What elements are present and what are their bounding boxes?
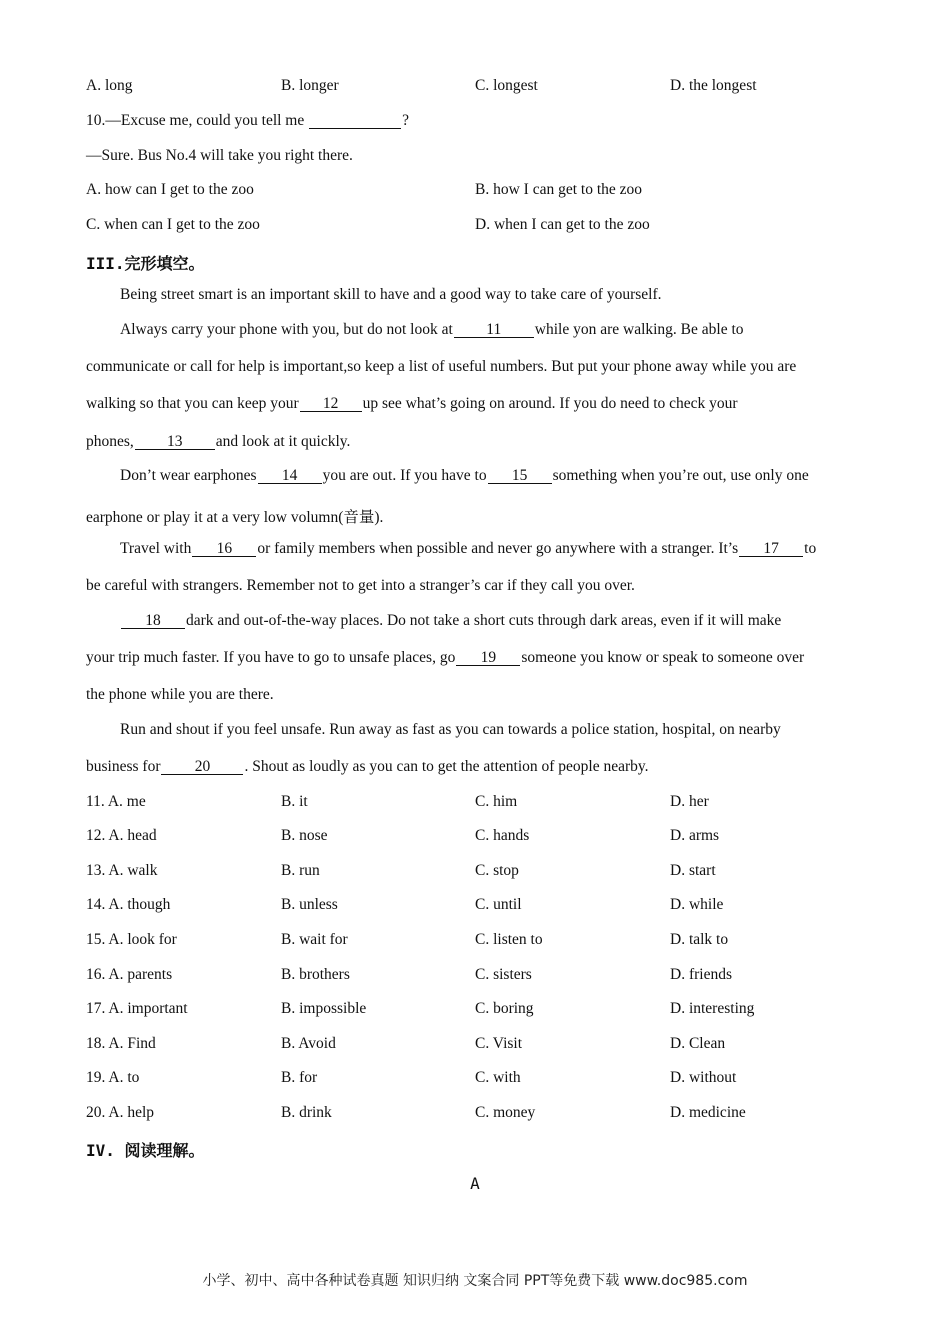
cloze-text: business for <box>86 758 161 775</box>
cloze-options-19 <box>0 1069 950 1091</box>
option-c: C. money <box>475 1104 536 1121</box>
cloze-text: to <box>804 540 817 557</box>
cloze-text: walking so that you can keep your <box>86 395 299 412</box>
cloze-options-18 <box>0 1035 950 1057</box>
option-d: D. without <box>670 1069 737 1086</box>
option-d: D. start <box>670 862 716 879</box>
cloze-options-17 <box>0 1000 950 1022</box>
option-a: 16. A. parents <box>86 966 173 983</box>
cloze-line <box>86 758 649 776</box>
option-c: C. sisters <box>475 966 532 983</box>
q10-options-row1 <box>0 181 950 203</box>
option-c: C. hands <box>475 827 530 844</box>
q10-stem-post: ? <box>402 112 410 129</box>
cloze-line <box>120 467 809 485</box>
q10-stem <box>86 112 409 130</box>
blank-15: 15 <box>488 468 552 484</box>
option-d: D. friends <box>670 966 732 983</box>
q9-options <box>0 77 950 99</box>
cloze-text: and look at it quickly. <box>215 433 351 450</box>
option-b: B. brothers <box>281 966 350 983</box>
cloze-options-20 <box>0 1104 950 1126</box>
q10-stem-pre: 10.—Excuse me, could you tell me <box>86 112 309 129</box>
option-a: 14. A. though <box>86 896 171 913</box>
cloze-text: you are out. If you have to <box>322 467 487 484</box>
section-3-title: III.完形填空。 <box>86 254 205 273</box>
option-b: B. run <box>281 862 320 879</box>
option-c: C. him <box>475 793 518 810</box>
blank-19: 19 <box>456 650 520 666</box>
option-a: 18. A. Find <box>86 1035 156 1052</box>
option-a: 12. A. head <box>86 827 157 844</box>
cloze-text: up see what’s going on around. If you do need to check your <box>362 395 738 412</box>
blank-14: 14 <box>258 468 322 484</box>
cloze-line: earphone or play it at a very low volumn(音量). <box>86 509 384 526</box>
blank-12: 12 <box>300 396 362 412</box>
option-d: D. Clean <box>670 1035 726 1052</box>
cloze-options-16 <box>0 966 950 988</box>
cloze-text: Always carry your phone with you, but do not look at <box>120 321 453 338</box>
option-c: C. boring <box>475 1000 534 1017</box>
cloze-paragraph-1: Being street smart is an important skill to have and a good way to take care of yourself. <box>120 286 662 303</box>
option-d: D. while <box>670 896 724 913</box>
cloze-options-15 <box>0 931 950 953</box>
cloze-text: phones, <box>86 433 134 450</box>
blank-17: 17 <box>739 541 803 557</box>
q9-option-b: B. longer <box>281 77 339 94</box>
q10-option-c: C. when can I get to the zoo <box>86 216 260 233</box>
blank-20: 20 <box>161 759 243 775</box>
cloze-line: be careful with strangers. Remember not to get into a stranger’s car if they call you over. <box>86 577 635 594</box>
q10-option-b: B. how I can get to the zoo <box>475 181 643 198</box>
cloze-line <box>86 649 804 667</box>
cloze-line: Run and shout if you feel unsafe. Run away as fast as you can towards a police station, hospital, on nearby <box>120 721 781 738</box>
option-d: D. talk to <box>670 931 729 948</box>
q10-option-d: D. when I can get to the zoo <box>475 216 650 233</box>
blank-13: 13 <box>135 434 215 450</box>
cloze-text: something when you’re out, use only one <box>552 467 809 484</box>
option-b: B. drink <box>281 1104 332 1121</box>
option-a: 20. A. help <box>86 1104 155 1121</box>
option-a: 11. A. me <box>86 793 146 810</box>
cloze-text: . Shout as loudly as you can to get the attention of people nearby. <box>244 758 649 775</box>
option-b: B. Avoid <box>281 1035 336 1052</box>
cloze-text: while yon are walking. Be able to <box>534 321 744 338</box>
cloze-line: the phone while you are there. <box>86 686 274 703</box>
q10-option-a: A. how can I get to the zoo <box>86 181 254 198</box>
option-c: C. Visit <box>475 1035 523 1052</box>
cloze-line <box>120 612 781 630</box>
cloze-line <box>86 395 738 413</box>
cloze-options-12 <box>0 827 950 849</box>
cloze-text: dark and out-of-the-way places. Do not take a short cuts through dark areas, even if it will make <box>186 612 782 629</box>
cloze-text: your trip much faster. If you have to go to unsafe places, go <box>86 649 456 666</box>
cloze-options-13 <box>0 862 950 884</box>
cloze-line <box>120 321 744 339</box>
option-b: B. wait for <box>281 931 348 948</box>
blank-16: 16 <box>192 541 256 557</box>
option-a: 15. A. look for <box>86 931 177 948</box>
cloze-text: Travel with <box>120 540 192 557</box>
option-b: B. for <box>281 1069 318 1086</box>
option-d: D. arms <box>670 827 720 844</box>
option-c: C. until <box>475 896 522 913</box>
cloze-line: communicate or call for help is important,so keep a list of useful numbers. But put your phone away while you are <box>86 358 797 375</box>
q10-options-row2 <box>0 216 950 238</box>
cloze-options-11 <box>0 793 950 815</box>
q10-blank <box>309 113 401 129</box>
cloze-line <box>86 433 350 451</box>
option-b: B. unless <box>281 896 338 913</box>
q9-option-a: A. long <box>86 77 133 94</box>
option-c: C. stop <box>475 862 519 879</box>
option-a: 13. A. walk <box>86 862 158 879</box>
cloze-text: Don’t wear earphones <box>120 467 257 484</box>
option-b: B. impossible <box>281 1000 367 1017</box>
page-footer: 小学、初中、高中各种试卷真题 知识归纳 文案合同 PPT等免费下载 www.doc985.com <box>202 1273 748 1289</box>
q10-reply: —Sure. Bus No.4 will take you right there. <box>86 147 353 164</box>
option-b: B. nose <box>281 827 328 844</box>
option-d: D. interesting <box>670 1000 755 1017</box>
option-c: C. with <box>475 1069 521 1086</box>
option-a: 17. A. important <box>86 1000 188 1017</box>
cloze-options-14 <box>0 896 950 918</box>
cloze-text: someone you know or speak to someone over <box>521 649 805 666</box>
section-4-title: IV. 阅读理解。 <box>86 1141 205 1160</box>
passage-label: A <box>470 1174 480 1193</box>
option-d: D. medicine <box>670 1104 746 1121</box>
blank-11: 11 <box>454 322 534 338</box>
option-a: 19. A. to <box>86 1069 140 1086</box>
q9-option-d: D. the longest <box>670 77 757 94</box>
option-c: C. listen to <box>475 931 543 948</box>
cloze-text: or family members when possible and never go anywhere with a stranger. It’s <box>257 540 739 557</box>
blank-18: 18 <box>121 613 185 629</box>
option-b: B. it <box>281 793 308 810</box>
option-d: D. her <box>670 793 709 810</box>
cloze-line <box>120 540 816 558</box>
q9-option-c: C. longest <box>475 77 538 94</box>
